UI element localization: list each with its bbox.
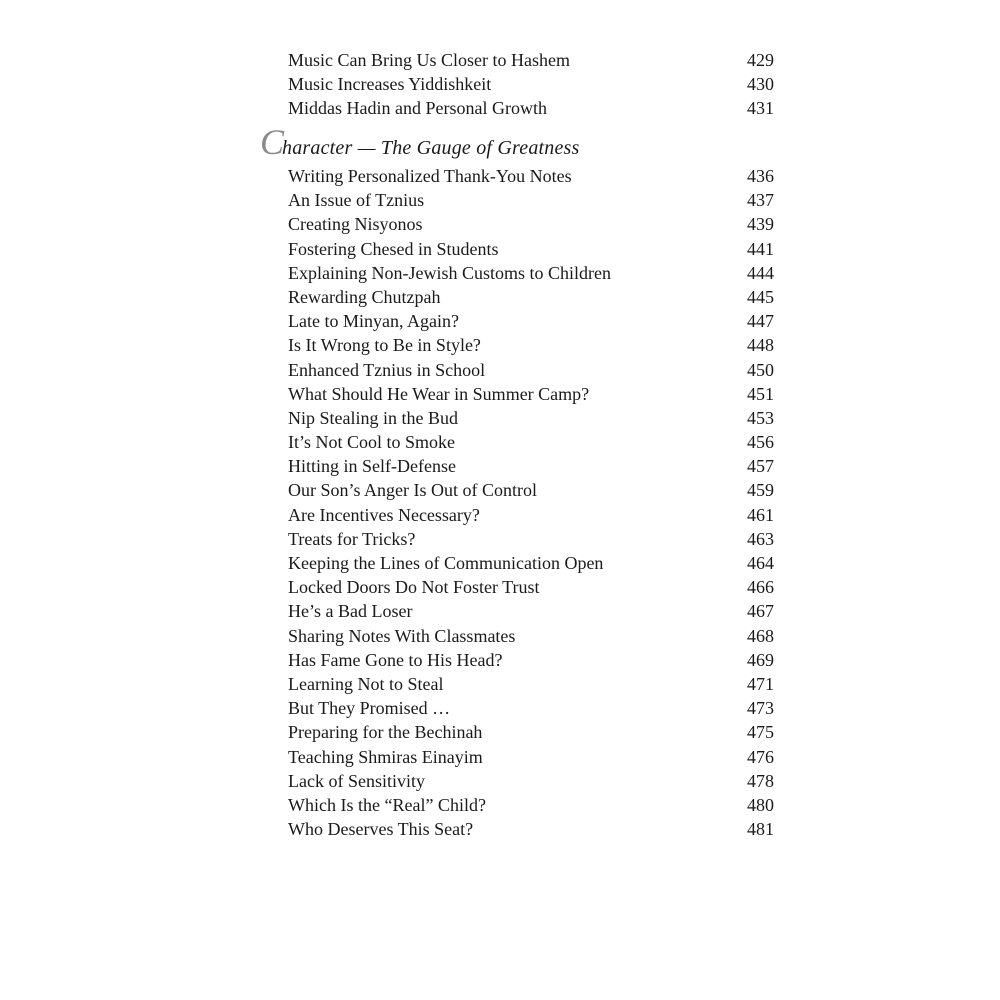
toc-entry-page-number: 444 [747,262,774,283]
toc-entries-previous-section [288,48,774,121]
toc-entry-page-number: 456 [747,432,774,453]
toc-entry-title: Enhanced Tznius in School [288,359,486,380]
toc-entry-page-number: 436 [747,166,774,186]
toc-entry-page-number: 457 [747,456,774,477]
toc-entry-page-number: 430 [747,74,774,95]
toc-entry-title: Keeping the Lines of Communication Open [288,553,604,573]
toc-entries-character-section [288,164,774,841]
toc-entry-page-number: 453 [747,407,774,428]
section-heading [260,122,740,162]
toc-entry [288,503,774,527]
toc-entry-page-number: 451 [747,383,774,404]
section-heading-title: haracter — The Gauge of Greatness [282,137,580,159]
toc-entry-title: Nip Stealing in the Bud [288,407,458,428]
toc-entry [288,406,774,430]
toc-entry-title: Middas Hadin and Personal Growth [288,98,547,119]
toc-entry [288,72,774,96]
toc-entry-title: Music Can Bring Us Closer to Hashem [288,50,570,70]
toc-entry [288,237,774,261]
toc-entry-page-number: 481 [747,819,774,840]
toc-entry-title: Writing Personalized Thank-You Notes [288,166,572,186]
toc-entry-page-number: 466 [747,577,774,598]
toc-entry [288,48,774,72]
toc-entry-page-number: 445 [747,286,774,307]
toc-entry [288,624,774,648]
toc-entry-title: An Issue of Tznius [288,190,425,211]
toc-entry-page-number: 463 [747,528,774,549]
toc-entry [288,769,774,793]
toc-entry [288,817,774,841]
toc-entry-page-number: 429 [747,50,774,70]
toc-entry [288,575,774,599]
toc-entry [288,212,774,236]
toc-entry [288,599,774,623]
toc-entry-title: Late to Minyan, Again? [288,311,459,332]
toc-entry-title: Preparing for the Bechinah [288,722,483,743]
toc-entry-title: Explaining Non-Jewish Customs to Children [288,262,611,283]
toc-entry-page-number: 441 [747,238,774,259]
toc-entry [288,333,774,357]
toc-entry [288,551,774,575]
toc-entry [288,454,774,478]
toc-entry-page-number: 461 [747,504,774,525]
toc-entry-page-number: 459 [747,480,774,501]
toc-entry-title: Has Fame Gone to His Head? [288,649,503,670]
toc-entry-page-number: 467 [747,601,774,622]
toc-entry-title: Music Increases Yiddishkeit [288,74,492,95]
toc-entry-page-number: 448 [747,335,774,356]
toc-entry-title: It’s Not Cool to Smoke [288,432,456,453]
toc-entry-title: He’s a Bad Loser [288,601,413,622]
toc-entry-title: Learning Not to Steal [288,673,444,694]
toc-entry [288,188,774,212]
toc-entry-title: Teaching Shmiras Einayim [288,746,483,767]
toc-entry-title: Which Is the “Real” Child? [288,794,486,815]
toc-entry [288,720,774,744]
toc-entry-page-number: 475 [747,722,774,743]
toc-entry-title: Who Deserves This Seat? [288,819,474,840]
toc-entry-title: Hitting in Self-Defense [288,456,456,477]
toc-entry [288,478,774,502]
toc-entry [288,358,774,382]
toc-entry [288,648,774,672]
toc-entry [288,745,774,769]
toc-entry-title: What Should He Wear in Summer Camp? [288,383,590,404]
toc-entry-title: Treats for Tricks? [288,528,416,549]
toc-entry-title: Lack of Sensitivity [288,770,425,791]
toc-entry-page-number: 437 [747,190,774,211]
toc-entry [288,261,774,285]
toc-entry [288,164,774,188]
section-heading-drop-initial: C [260,122,285,162]
toc-entry-title: Creating Nisyonos [288,214,423,235]
toc-entry-page-number: 439 [747,214,774,235]
toc-entry-title: Sharing Notes With Classmates [288,625,516,646]
toc-entry-page-number: 473 [747,698,774,719]
toc-entry-title: Our Son’s Anger Is Out of Control [288,480,537,501]
toc-entry [288,309,774,333]
toc-entry-page-number: 476 [747,746,774,767]
toc-entry-page-number: 464 [747,553,774,573]
toc-entry [288,527,774,551]
toc-entry-title: Are Incentives Necessary? [288,504,480,525]
toc-entry-page-number: 480 [747,794,774,815]
toc-entry-title: Fostering Chesed in Students [288,238,499,259]
toc-entry [288,96,774,120]
toc-entry-page-number: 478 [747,770,774,791]
toc-entry-title: But They Promised … [288,698,451,719]
toc-entry-title: Locked Doors Do Not Foster Trust [288,577,540,598]
toc-entry-title: Is It Wrong to Be in Style? [288,335,481,356]
toc-entry-page-number: 468 [747,625,774,646]
toc-entry [288,793,774,817]
toc-entry [288,285,774,309]
toc-entry [288,382,774,406]
toc-entry [288,430,774,454]
toc-entry-page-number: 431 [747,98,774,119]
toc-entry [288,696,774,720]
toc-entry-page-number: 469 [747,649,774,670]
toc-entry-page-number: 471 [747,673,774,694]
toc-entry-page-number: 447 [747,311,774,332]
toc-entry-title: Rewarding Chutzpah [288,286,441,307]
toc-entry-page-number: 450 [747,359,774,380]
toc-entry [288,672,774,696]
